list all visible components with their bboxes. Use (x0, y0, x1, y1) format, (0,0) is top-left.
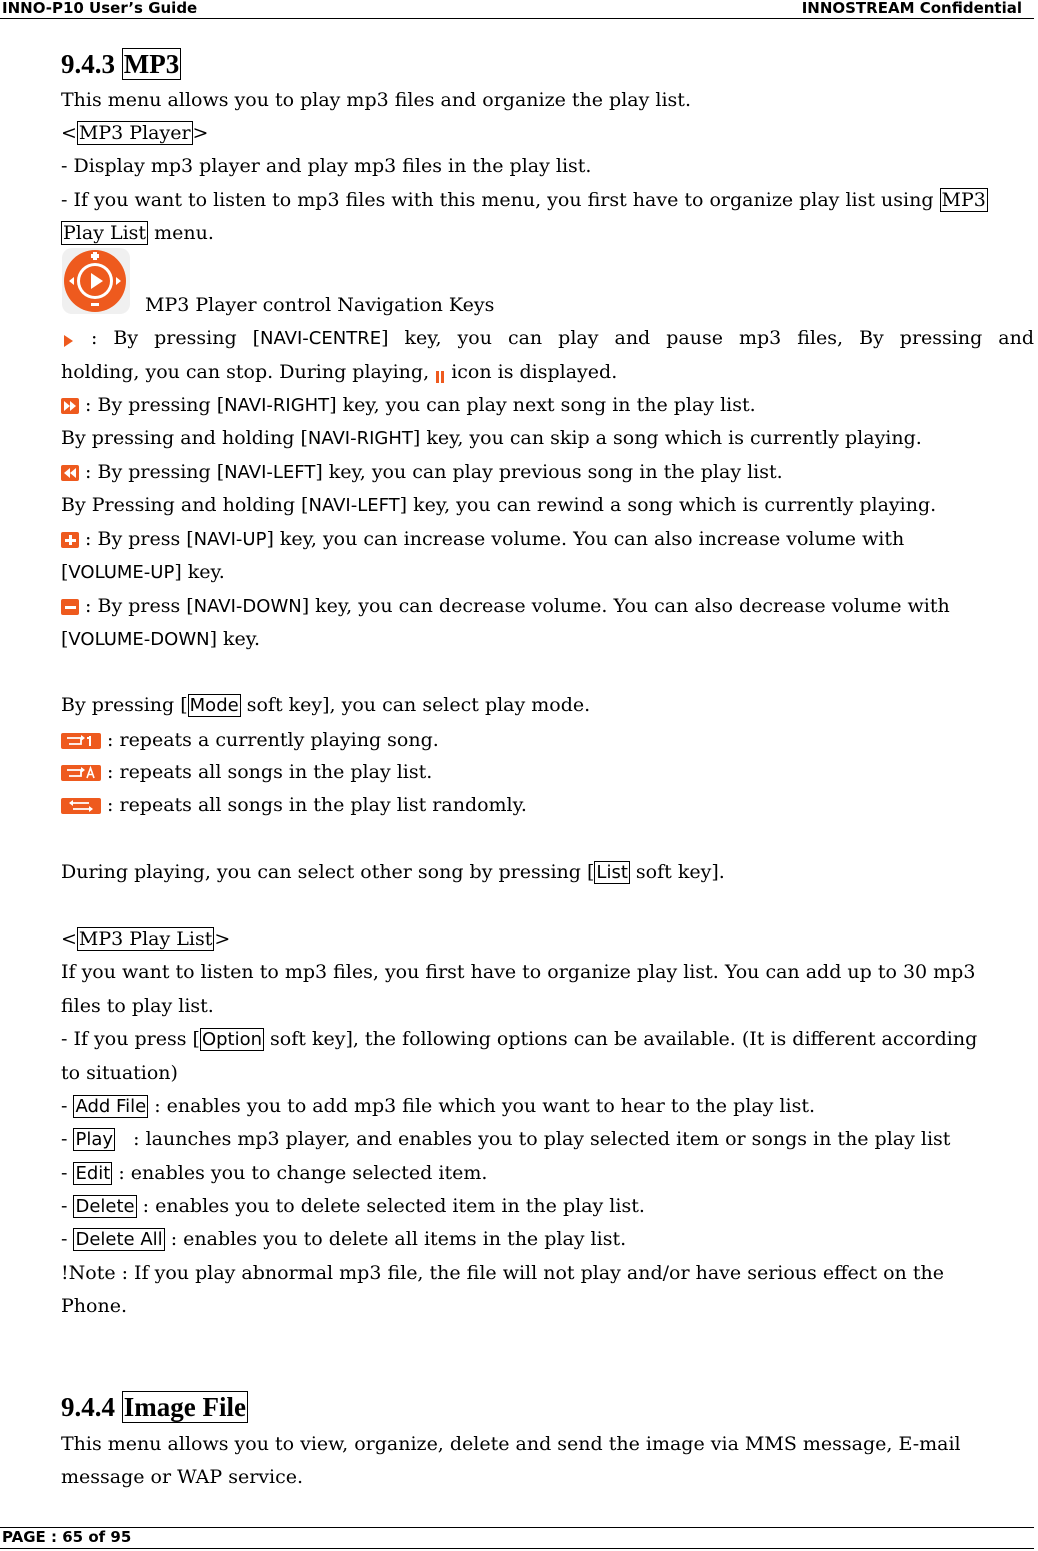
nav-keys-caption: MP3 Player control Navigation Keys (145, 294, 495, 316)
text: holding, you can stop. During playing, (61, 361, 436, 383)
mp3-play-list-link-part1[interactable]: MP3 (941, 189, 986, 211)
mode-soft-key-link[interactable]: Mode (189, 695, 239, 716)
paragraph (61, 221, 1034, 245)
key-name: NAVI-LEFT (224, 462, 316, 483)
section-number: 9.4.4 (61, 1392, 122, 1422)
text: : enables you to delete all items in the play list. (164, 1228, 627, 1250)
text: ] key, you can play next song in the play list. (329, 394, 756, 416)
text: ] key, you can play and pause mp3 files, By pressing and (381, 327, 1034, 349)
delete-all-link[interactable]: Delete All (75, 1229, 163, 1250)
mp3-play-list-heading: < MP3 Play List > (61, 928, 231, 950)
note-text: !Note : If you play abnormal mp3 file, the file will not play and/or have serious effect on the (61, 1262, 944, 1284)
text: ] key. (174, 561, 225, 583)
text: : By pressing [ (79, 394, 225, 416)
intro-text: This menu allows you to play mp3 files and organize the play list. (61, 89, 691, 111)
mode-line (61, 693, 1034, 718)
minus-icon (61, 599, 79, 615)
text: soft key]. (629, 861, 725, 883)
text: ] key. (209, 628, 261, 650)
text: ] key, you can play previous song in the play list. (315, 461, 783, 483)
text: : By press [ (79, 528, 194, 550)
list-item: - Delete : enables you to delete selected item in the play list. (61, 1195, 645, 1217)
repeat-random-line (61, 793, 1034, 817)
play-key-line (61, 326, 1034, 351)
pause-icon (435, 366, 445, 380)
text: : By pressing [ (75, 327, 261, 349)
next-hold-line (61, 426, 1034, 451)
list-soft-key-link[interactable]: List (596, 862, 628, 883)
text: : repeats a currently playing song. (101, 729, 439, 751)
edit-link[interactable]: Edit (75, 1163, 111, 1184)
delete-link[interactable]: Delete (75, 1196, 135, 1217)
repeat-one-icon (61, 733, 101, 749)
option-line (61, 1027, 1034, 1052)
key-name: VOLUME-UP (68, 562, 175, 583)
text: icon is displayed. (445, 361, 618, 383)
mp3-player-heading: < MP3 Player > (61, 122, 209, 144)
list-soft-key-line (61, 860, 1034, 885)
list-item: - Delete All : enables you to delete all items in the play list. (61, 1228, 627, 1250)
plus-icon (61, 532, 79, 548)
text: [ (61, 561, 69, 583)
paragraph: message or WAP service. (61, 1466, 304, 1488)
text: [ (61, 628, 69, 650)
key-name: NAVI-UP (193, 529, 267, 550)
volume-down-line-2 (61, 627, 1034, 652)
repeat-one-line (61, 728, 1034, 752)
heading-link-mp3[interactable]: MP3 (123, 49, 180, 79)
text: : enables you to change selected item. (112, 1162, 488, 1184)
text: During playing, you can select other song by pressing [ (61, 861, 595, 883)
mp3-player-link[interactable]: MP3 Player (78, 122, 191, 144)
shuffle-icon (61, 798, 101, 814)
key-name: NAVI-LEFT (308, 495, 400, 516)
text: By Pressing and holding [ (61, 494, 309, 516)
text: - If you want to listen to mp3 files with this menu, you first have to organize play list using (61, 189, 940, 211)
paragraph: files to play list. (61, 995, 214, 1017)
text: menu. (148, 222, 214, 244)
list-item: - Edit : enables you to change selected item. (61, 1162, 488, 1184)
header-doc-title: INNO-P10 User’s Guide (2, 0, 198, 17)
text: ] key, you can skip a song which is currently playing. (412, 427, 922, 449)
section-heading-mp3 (61, 47, 181, 81)
mp3-play-list-link[interactable]: MP3 Play List (78, 928, 213, 950)
list-item: - Play : launches mp3 player, and enables you to play selected item or songs in the play list (61, 1128, 951, 1150)
volume-up-line-2 (61, 560, 1034, 585)
repeat-all-icon (61, 765, 101, 781)
prev-key-line (61, 460, 1034, 485)
page-footer (0, 1527, 1034, 1549)
section-number: 9.4.3 (61, 49, 122, 79)
text: ] key, you can increase volume. You can also increase volume with (266, 528, 905, 550)
paragraph: This menu allows you to view, organize, delete and send the image via MMS message, E-mail (61, 1433, 961, 1455)
key-name: NAVI-CENTRE (260, 328, 382, 349)
text: : By press [ (79, 595, 194, 617)
heading-link-image-file[interactable]: Image File (123, 1392, 246, 1422)
text: By pressing [ (61, 694, 188, 716)
text: : By pressing [ (79, 461, 225, 483)
text: By pressing and holding [ (61, 427, 308, 449)
key-name: NAVI-DOWN (193, 596, 302, 617)
navigation-wheel-icon (61, 248, 131, 314)
paragraph: to situation) (61, 1062, 178, 1084)
key-name: NAVI-RIGHT (224, 395, 330, 416)
text: : enables you to add mp3 file which you want to hear to the play list. (148, 1095, 816, 1117)
text: ] key, you can decrease volume. You can also decrease volume with (301, 595, 950, 617)
rewind-icon (61, 465, 79, 481)
section-heading-image-file (61, 1390, 248, 1424)
header-confidential: INNOSTREAM Confidential (801, 0, 1022, 17)
prev-hold-line (61, 493, 1034, 518)
add-file-link[interactable]: Add File (75, 1096, 147, 1117)
page-header (0, 0, 1034, 19)
fast-forward-icon (61, 398, 79, 414)
text: : launches mp3 player, and enables you to play selected item or songs in the play list (115, 1128, 951, 1150)
text: soft key], you can select play mode. (240, 694, 591, 716)
play-icon (61, 331, 75, 347)
key-name: VOLUME-DOWN (68, 629, 210, 650)
list-item: - Add File : enables you to add mp3 file which you want to hear to the play list. (61, 1095, 816, 1117)
text: : repeats all songs in the play list. (101, 761, 433, 783)
page-number: PAGE : 65 of 95 (2, 1528, 132, 1546)
paragraph: - Display mp3 player and play mp3 files in the play list. (61, 155, 592, 177)
paragraph (61, 188, 1034, 212)
paragraph: If you want to listen to mp3 files, you first have to organize play list. You can add up to 30 mp3 (61, 961, 976, 983)
play-link[interactable]: Play (75, 1129, 114, 1150)
note-text: Phone. (61, 1295, 127, 1317)
text: soft key], the following options can be available. (It is different according (264, 1028, 978, 1050)
option-soft-key-link[interactable]: Option (201, 1029, 263, 1050)
key-name: NAVI-RIGHT (307, 428, 413, 449)
text: : repeats all songs in the play list randomly. (101, 794, 527, 816)
play-key-line-2 (61, 360, 1034, 384)
repeat-all-line (61, 760, 1034, 784)
next-key-line (61, 393, 1034, 418)
text: ] key, you can rewind a song which is currently playing. (399, 494, 937, 516)
volume-down-line (61, 594, 1034, 619)
text: : enables you to delete selected item in the play list. (136, 1195, 645, 1217)
text: - If you press [ (61, 1028, 200, 1050)
volume-up-line (61, 527, 1034, 552)
mp3-play-list-link-part2[interactable]: Play List (63, 222, 147, 244)
